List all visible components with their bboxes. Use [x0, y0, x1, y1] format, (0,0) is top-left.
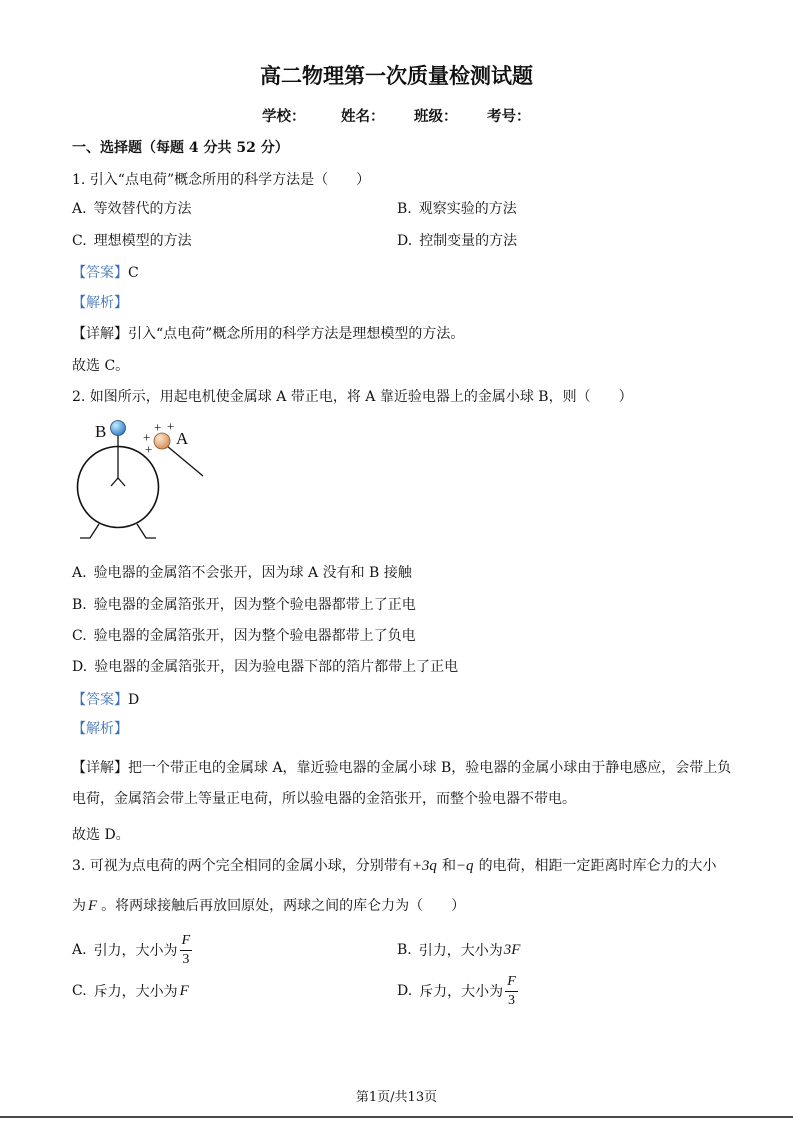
positive-charge-sign: +: [154, 419, 162, 435]
stem-text: 和: [441, 858, 456, 874]
question-2-option-b: [72, 595, 416, 615]
class-field-label: 班级：: [414, 108, 458, 125]
question-3-stem-line-2: [72, 896, 465, 916]
fraction: [180, 934, 193, 967]
option-letter: D.: [397, 983, 413, 999]
option-letter: C.: [72, 628, 87, 644]
section-heading: 一、选择题（每题 4 分共 52 分）: [72, 140, 289, 156]
option-letter: C.: [72, 983, 87, 999]
question-1-analysis-label: 【解析】: [72, 295, 128, 311]
answer-label: 【答案】: [72, 265, 128, 281]
question-1-conclusion: 故选 C。: [72, 358, 130, 374]
stem-text: 。将两球接触后再放回原处，两球之间的库仑力为（ ）: [101, 898, 466, 914]
option-letter: B.: [397, 201, 412, 217]
question-1-option-a: [72, 199, 192, 219]
question-2-detail-line-1: [72, 758, 731, 778]
force-expression: 3F: [503, 941, 521, 958]
electroscope-left-leg: [80, 524, 99, 538]
answer-value: C: [128, 265, 139, 281]
option-text: 控制变量的方法: [419, 233, 518, 249]
charge-value: +3q: [411, 858, 437, 874]
charge-value: −q: [455, 858, 474, 874]
question-1-stem: 1. 引入“点电荷”概念所用的科学方法是（ ）: [72, 172, 371, 188]
option-text: 理想模型的方法: [93, 233, 192, 249]
fraction-numerator: F: [505, 975, 518, 992]
answer-label: 【答案】: [72, 692, 128, 708]
question-3-option-b: [397, 933, 520, 967]
option-letter: A.: [72, 201, 87, 217]
question-1-option-c: [72, 231, 192, 251]
stem-text: 3. 可视为点电荷的两个完全相同的金属小球，分别带有: [72, 858, 412, 874]
question-1-detail: [72, 324, 464, 344]
question-3-option-a: [72, 933, 192, 967]
question-2-option-a: [72, 563, 412, 583]
option-text: 等效替代的方法: [93, 201, 192, 217]
exam-number-field-label: 考号：: [487, 108, 531, 125]
detail-text: 引入“点电荷”概念所用的科学方法是理想模型的方法。: [128, 326, 465, 342]
option-letter: B.: [397, 942, 412, 958]
metal-ball-b: [111, 421, 126, 436]
option-letter: D.: [72, 659, 88, 675]
positive-charge-sign: +: [145, 441, 153, 457]
page-title: 高二物理第一次质量检测试题: [260, 63, 533, 88]
option-text: 验电器的金属箔不会张开，因为球 A 没有和 B 接触: [93, 565, 412, 581]
question-3-option-c: [72, 974, 189, 1008]
fraction: [505, 975, 518, 1008]
fraction-denominator: 3: [182, 951, 190, 967]
metal-ball-a: [154, 433, 170, 449]
question-3-stem-line-1: [72, 856, 717, 876]
option-text: 验电器的金属箔张开，因为验电器下部的箔片都带上了正电: [94, 659, 459, 675]
electroscope-foil-leaves: [111, 478, 125, 486]
option-text: 斥力，大小为: [93, 984, 178, 1000]
option-text: 引力，大小为: [93, 943, 178, 959]
name-field-label: 姓名：: [341, 108, 385, 125]
ball-b-label: B: [95, 422, 107, 441]
electroscope-figure: [70, 414, 210, 548]
school-field-label: 学校：: [262, 108, 306, 125]
ball-a-label: A: [176, 429, 189, 448]
option-text: 斥力，大小为: [419, 984, 504, 1000]
option-letter: C.: [72, 233, 87, 249]
option-text: 观察实验的方法: [418, 201, 517, 217]
stem-text: 为: [72, 898, 86, 914]
question-2-option-d: [72, 657, 458, 677]
detail-text: 把一个带正电的金属球 A，靠近验电器的金属小球 B，验电器的金属小球由于静电感应，会带上负: [128, 760, 732, 776]
positive-charge-sign: +: [143, 429, 151, 445]
fraction-denominator: 3: [507, 992, 515, 1008]
option-letter: B.: [72, 597, 87, 613]
question-2-conclusion: 故选 D。: [72, 827, 130, 843]
fraction-numerator: F: [180, 934, 193, 951]
detail-label: 【详解】: [72, 760, 128, 776]
question-2-stem: 2. 如图所示，用起电机使金属球 A 带正电，将 A 靠近验电器上的金属小球 B，则（ ）: [72, 389, 633, 405]
option-text: 验电器的金属箔张开，因为整个验电器都带上了负电: [93, 628, 416, 644]
force-expression: F: [179, 982, 189, 999]
electroscope-right-leg: [137, 524, 156, 538]
ball-a-insulating-handle: [167, 446, 203, 476]
force-symbol: F: [88, 898, 98, 914]
question-1-option-d: [397, 231, 517, 251]
page-edge-rule: [0, 1116, 793, 1118]
option-text: 验电器的金属箔张开，因为整个验电器都带上了正电: [93, 597, 416, 613]
detail-label: 【详解】: [72, 326, 128, 342]
question-2-option-c: [72, 626, 416, 646]
positive-charge-sign: +: [167, 418, 175, 434]
page-footer: 第1页/共13页: [355, 1090, 438, 1105]
question-3-option-d: [397, 974, 518, 1008]
answer-value: D: [128, 692, 140, 708]
question-2-detail-line-2: 电荷，金属箔会带上等量正电荷，所以验电器的金箔张开，而整个验电器不带电。: [72, 791, 576, 807]
option-letter: A.: [72, 565, 87, 581]
question-2-analysis-label: 【解析】: [72, 721, 128, 737]
question-2-answer: [72, 690, 139, 710]
option-letter: A.: [72, 942, 87, 958]
question-1-option-b: [397, 199, 517, 219]
stem-text: 的电荷，相距一定距离时库仑力的大小: [478, 858, 717, 874]
option-text: 引力，大小为: [418, 943, 503, 959]
question-1-answer: [72, 263, 139, 283]
option-letter: D.: [397, 233, 413, 249]
